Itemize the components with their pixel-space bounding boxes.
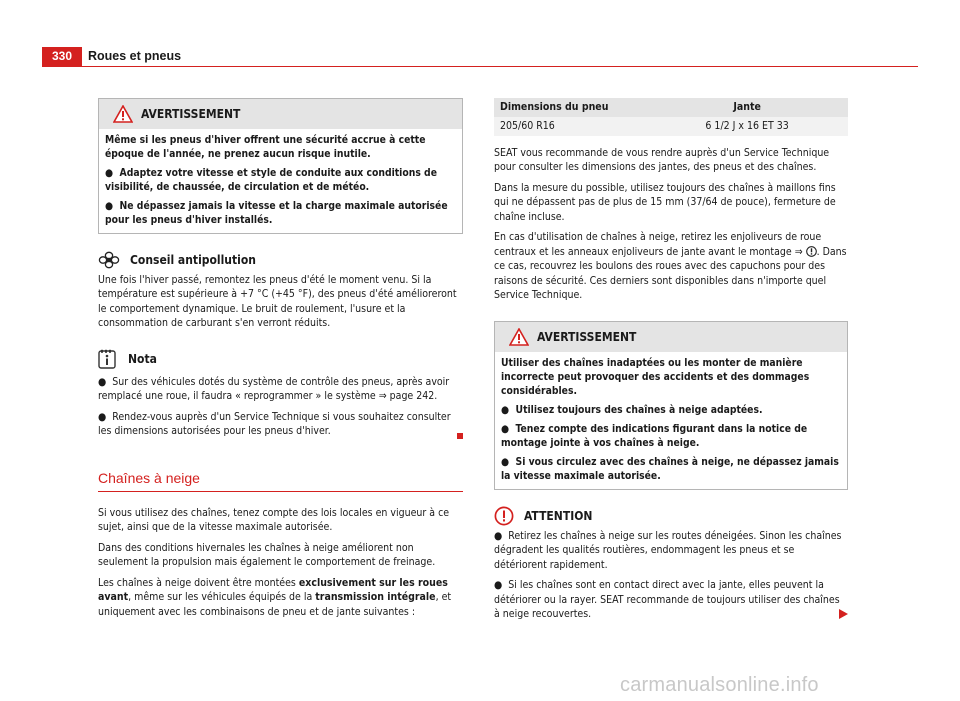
warning-paragraph: Même si les pneus d'hiver offrent une sécurité accrue à cette époque de l'année, ne prenez aucun risque inutile. bbox=[105, 134, 426, 160]
table-header: Jante bbox=[646, 98, 848, 117]
warning-bullet: ● Utilisez toujours des chaînes à neige adaptées. bbox=[501, 403, 763, 416]
attention-title: ATTENTION bbox=[524, 508, 593, 523]
table-header-row bbox=[494, 98, 848, 117]
header-title: Roues et pneus bbox=[88, 49, 182, 63]
body-paragraph: SEAT vous recommande de vous rendre auprès d'un Service Technique pour consulter les dimensions des jantes, des pneus et des chaînes. bbox=[494, 147, 830, 174]
warning-bullet: ● Ne dépassez jamais la vitesse et la charge maximale autorisée pour les pneus d'hiver installés. bbox=[105, 200, 448, 226]
note-title: Nota bbox=[128, 351, 157, 366]
right-column bbox=[494, 98, 848, 623]
body-paragraph: En cas d'utilisation de chaînes à neige, retirez les enjoliveurs de roue centraux et les anneaux enjoliveurs de jante avant le montage ⇒ . Dans ce cas, recouvrez les boulons des roues avec des capuchons pour des raisons de sécurité. Ces derniers sont disponibles dans n'importe quel Service Technique. bbox=[494, 231, 847, 302]
attention-circle-icon bbox=[806, 246, 817, 257]
body-paragraph: Les chaînes à neige doivent être montées exclusivement sur les roues avant, même sur les véhicules équipés de la transmission intégrale, et uniquement avec les combinaisons de pneu et de jante suivantes : bbox=[98, 576, 452, 618]
body-paragraph: Dans des conditions hivernales les chaînes à neige améliorent non seulement la propulsion mais également le comportement de freinage. bbox=[98, 541, 436, 569]
warning-header bbox=[99, 99, 462, 129]
left-column bbox=[98, 98, 463, 619]
eco-tip-title: Conseil antipollution bbox=[130, 252, 256, 267]
table-header: Dimensions du pneu bbox=[494, 98, 646, 117]
attention-heading bbox=[494, 506, 848, 526]
warning-paragraph: Utiliser des chaînes inadaptées ou les monter de manière incorrecte peut provoquer des accidents et des dommages considérables. bbox=[501, 356, 810, 397]
warning-box bbox=[98, 98, 463, 234]
warning-body bbox=[99, 129, 462, 233]
tyre-rim-table bbox=[494, 98, 848, 136]
warning-header bbox=[495, 322, 847, 352]
note-bullet: ● Rendez-vous auprès d'un Service Technique si vous souhaitez consulter les dimensions autorisées pour les pneus d'hiver. bbox=[98, 410, 451, 438]
table-row bbox=[494, 117, 848, 136]
continue-arrow-icon bbox=[839, 609, 848, 619]
end-square-icon bbox=[457, 433, 463, 439]
header-rule bbox=[42, 66, 918, 67]
chapter-title: Chaînes à neige bbox=[98, 469, 463, 491]
note-bullet: ● Sur des véhicules dotés du système de contrôle des pneus, après avoir remplacé une roue, il faudra « reprogrammer » le système ⇒ page 242. bbox=[98, 375, 450, 403]
note-heading bbox=[98, 349, 463, 369]
table-cell: 6 1/2 J x 16 ET 33 bbox=[646, 117, 848, 136]
eco-tip-heading bbox=[98, 251, 463, 269]
page-number: 330 bbox=[42, 47, 82, 66]
warning-body bbox=[495, 352, 847, 489]
attention-circle-icon bbox=[494, 506, 514, 526]
bullet-icon: ● bbox=[98, 375, 107, 388]
bullet-icon: ● bbox=[501, 403, 510, 416]
warning-box bbox=[494, 321, 848, 490]
bullet-icon: ● bbox=[501, 455, 510, 468]
warning-bullet: ● Adaptez votre vitesse et style de conduite aux conditions de visibilité, de chaussée, de circulation et de météo. bbox=[105, 167, 437, 193]
watermark-logo: carmanualsonline.info bbox=[620, 674, 819, 696]
bullet-icon: ● bbox=[105, 167, 114, 179]
note-info-icon bbox=[98, 349, 118, 369]
bullet-icon: ● bbox=[98, 410, 107, 423]
warning-bullet: ● Si vous circulez avec des chaînes à neige, ne dépassez jamais la vitesse maximale autorisée. bbox=[501, 455, 839, 482]
body-paragraph: Si vous utilisez des chaînes, tenez compte des lois locales en vigueur à ce sujet, ainsi que de la vitesse maximale autorisée. bbox=[98, 506, 450, 534]
eco-flower-icon bbox=[98, 251, 120, 269]
attention-bullet: ● Retirez les chaînes à neige sur les routes déneigées. Sinon les chaînes dégradent les qualités routières, endommagent les pneus et se détériorent rapidement. bbox=[494, 529, 842, 571]
table-cell: 205/60 R16 bbox=[494, 117, 646, 136]
warning-title: AVERTISSEMENT bbox=[141, 106, 241, 121]
bullet-icon: ● bbox=[494, 529, 503, 542]
warning-bullet: ● Tenez compte des indications figurant dans la notice de montage jointe à vos chaînes à neige. bbox=[501, 422, 808, 449]
eco-tip-text: Une fois l'hiver passé, remontez les pneus d'été le moment venu. Si la température est supérieure à +7 °C (+45 °F), des pneus d'été amélioreront le comportement dynamique. Le bruit de roulement, l'usure et la consommation de carburant s'en verront réduits. bbox=[98, 274, 457, 330]
body-paragraph: Dans la mesure du possible, utilisez toujours des chaînes à maillons fins qui ne dépassent pas de plus de 15 mm (37/64 de pouce), fermeture de chaîne incluse. bbox=[494, 181, 836, 223]
warning-title: AVERTISSEMENT bbox=[537, 329, 637, 344]
bullet-icon: ● bbox=[494, 579, 503, 592]
warning-triangle-icon bbox=[509, 328, 529, 346]
attention-bullet: ● Si les chaînes sont en contact direct avec la jante, elles peuvent la détériorer ou la rayer. SEAT recommande de toujours utiliser des chaînes à neige recouvertes. bbox=[494, 579, 840, 621]
bullet-icon: ● bbox=[501, 422, 510, 435]
warning-triangle-icon bbox=[113, 105, 133, 123]
bullet-icon: ● bbox=[105, 200, 114, 212]
